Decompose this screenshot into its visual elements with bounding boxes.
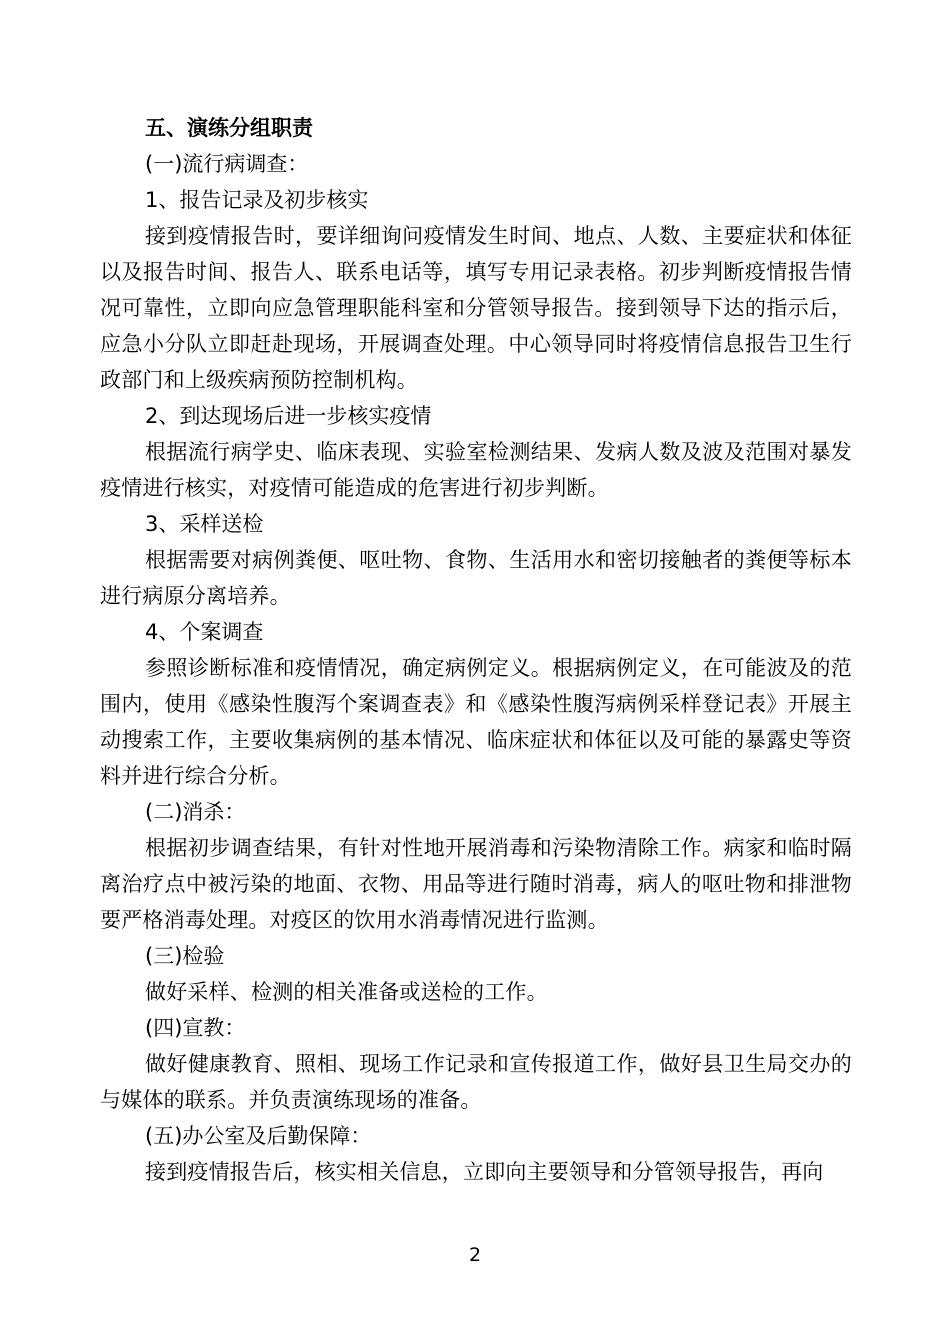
subheading-testing: (三)检验	[145, 944, 225, 968]
paragraph-testing: 做好采样、检测的相关准备或送检的工作。	[145, 980, 548, 1004]
subheading-sampling: 3、采样送检	[145, 512, 264, 536]
paragraph-onsite-verification: 根据流行病学史、临床表现、实验室检测结果、发病人数及波及范围对暴发疫情进行核实，对疫情可能造成的危害进行初步判断。	[100, 440, 852, 500]
paragraph-education: 做好健康教育、照相、现场工作记录和宣传报道工作，做好县卫生局交办的与媒体的联系。并负责演练现场的准备。	[100, 1052, 852, 1112]
document-body	[100, 110, 852, 1190]
subheading-case-investigation: 4、个案调查	[145, 620, 264, 644]
subheading-report-record: 1、报告记录及初步核实	[145, 188, 369, 212]
section-title: 五、演练分组职责	[145, 116, 313, 140]
subheading-epidemiology: (一)流行病调查：	[145, 152, 309, 176]
paragraph-disinfection: 根据初步调查结果，有针对性地开展消毒和污染物清除工作。病家和临时隔离治疗点中被污染的地面、衣物、用品等进行随时消毒，病人的呕吐物和排泄物要严格消毒处理。对疫区的饮用水消毒情况进行监测。	[100, 836, 852, 932]
subheading-education: (四)宣教：	[145, 1016, 246, 1040]
subheading-onsite-verification: 2、到达现场后进一步核实疫情	[145, 404, 432, 428]
page-number: 2	[468, 1244, 482, 1266]
paragraph-sampling: 根据需要对病例粪便、呕吐物、食物、生活用水和密切接触者的粪便等标本进行病原分离培养。	[100, 548, 852, 608]
subheading-office-logistics: (五)办公室及后勤保障：	[145, 1124, 372, 1148]
paragraph-office-logistics: 接到疫情报告后，核实相关信息，立即向主要领导和分管领导报告，再向	[145, 1160, 824, 1184]
paragraph-report-record: 接到疫情报告时，要详细询问疫情发生时间、地点、人数、主要症状和体征以及报告时间、报告人、联系电话等，填写专用记录表格。初步判断疫情报告情况可靠性，立即向应急管理职能科室和分管领导报告。接到领导下达的指示后，应急小分队立即赶赴现场，开展调查处理。中心领导同时将疫情信息报告卫生行政部门和上级疾病预防控制机构。	[100, 224, 852, 392]
subheading-disinfection: (二)消杀：	[145, 800, 246, 824]
paragraph-case-investigation: 参照诊断标准和疫情情况，确定病例定义。根据病例定义，在可能波及的范围内，使用《感染性腹泻个案调查表》和《感染性腹泻病例采样登记表》开展主动搜索工作，主要收集病例的基本情况、临床症状和体征以及可能的暴露史等资料并进行综合分析。	[100, 656, 852, 788]
